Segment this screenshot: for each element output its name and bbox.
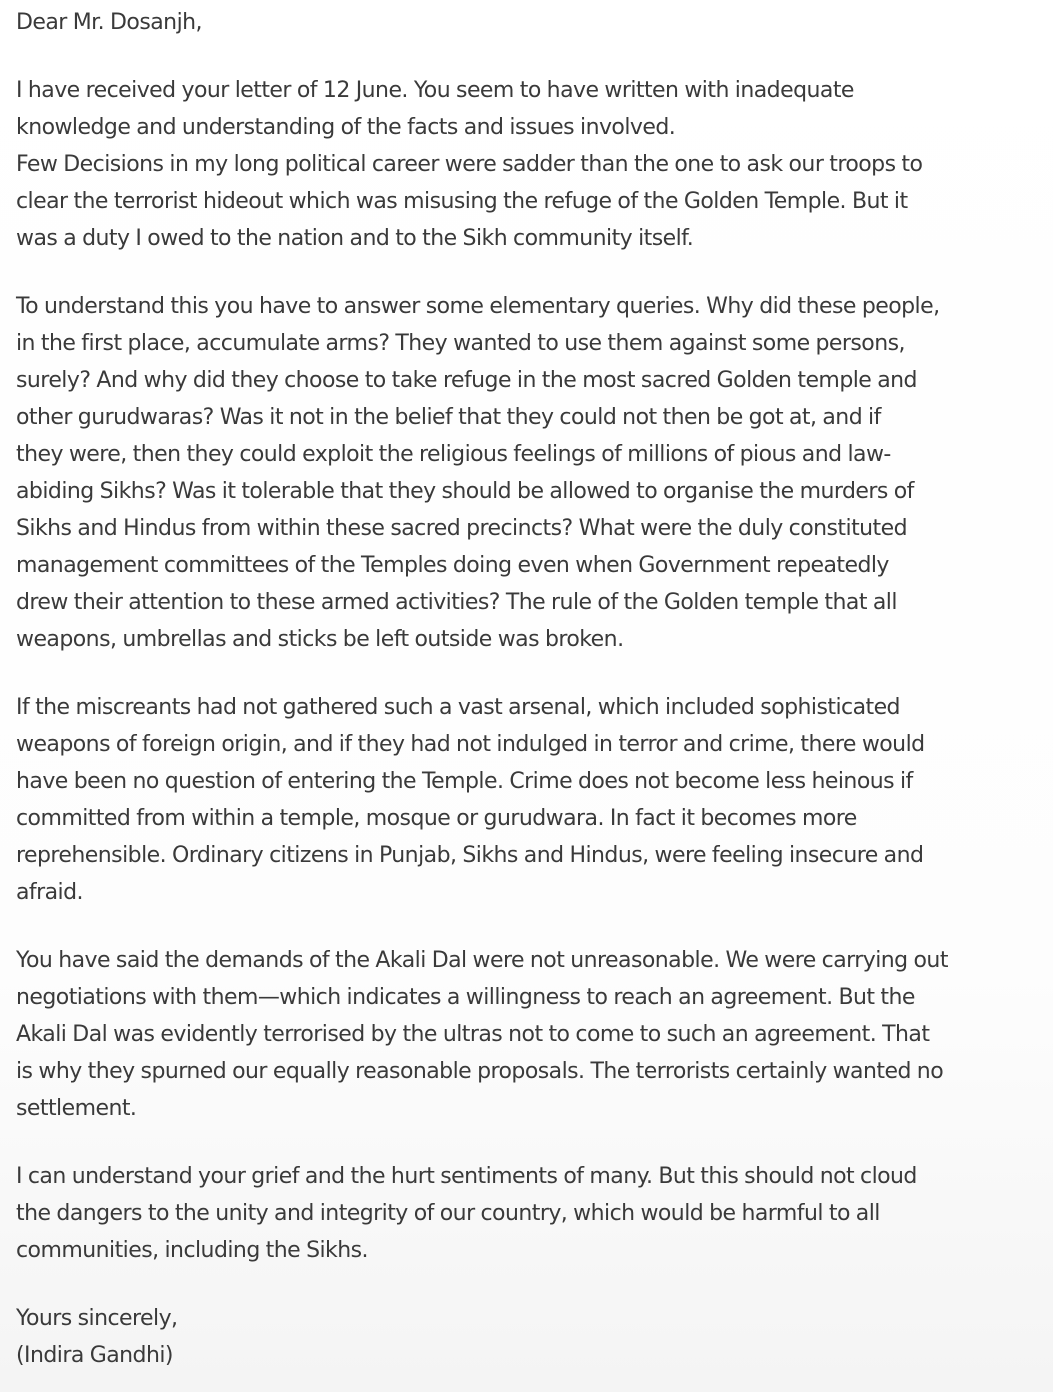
paragraph-line: knowledge and understanding of the facts and issues involved. [16,115,676,140]
paragraph-line: committed from within a temple, mosque or gurudwara. In fact it becomes more [16,806,857,831]
paragraph-line: negotiations with them—which indicates a willingness to reach an agreement. But the [16,985,915,1010]
paragraph-5 [16,1158,1046,1269]
paragraph-line: in the first place, accumulate arms? They wanted to use them against some persons, [16,331,905,356]
paragraph-line: the dangers to the unity and integrity of our country, which would be harmful to all [16,1201,880,1226]
closing: Yours sincerely, [16,1306,178,1331]
paragraph-2 [16,288,1046,658]
paragraph-line: I have received your letter of 12 June. You seem to have written with inadequate [16,78,854,103]
paragraph-line: communities, including the Sikhs. [16,1238,368,1263]
salutation: Dear Mr. Dosanjh, [16,10,202,35]
paragraph-line: I can understand your grief and the hurt sentiments of many. But this should not cloud [16,1164,917,1189]
paragraph-line: reprehensible. Ordinary citizens in Punjab, Sikhs and Hindus, were feeling insecure and [16,843,924,868]
paragraph-1 [16,72,1046,257]
paragraph-line: afraid. [16,880,83,905]
paragraph-gap [16,1269,1046,1300]
paragraph-line: clear the terrorist hideout which was misusing the refuge of the Golden Temple. But it [16,189,908,214]
paragraph-line: Few Decisions in my long political career were sadder than the one to ask our troops to [16,152,923,177]
paragraph-line: they were, then they could exploit the religious feelings of millions of pious and law- [16,442,891,467]
paragraph-gap [16,911,1046,942]
letter-body [16,4,1046,1374]
paragraph-line: To understand this you have to answer some elementary queries. Why did these people, [16,294,940,319]
paragraph-line: Akali Dal was evidently terrorised by the ultras not to come to such an agreement. That [16,1022,930,1047]
paragraph-line: abiding Sikhs? Was it tolerable that they should be allowed to organise the murders of [16,479,914,504]
paragraph-line: was a duty I owed to the nation and to the Sikh community itself. [16,226,694,251]
paragraph-line: drew their attention to these armed activities? The rule of the Golden temple that all [16,590,897,615]
signature: (Indira Gandhi) [16,1343,173,1368]
paragraph-line: If the miscreants had not gathered such a vast arsenal, which included sophisticated [16,695,900,720]
paragraph-gap [16,658,1046,689]
paragraph-line: is why they spurned our equally reasonable proposals. The terrorists certainly wanted no [16,1059,944,1084]
paragraph-gap [16,41,1046,72]
paragraph-4 [16,942,1046,1127]
paragraph-line: You have said the demands of the Akali Dal were not unreasonable. We were carrying out [16,948,948,973]
paragraph-line: surely? And why did they choose to take refuge in the most sacred Golden temple and [16,368,917,393]
paragraph-gap [16,257,1046,288]
paragraph-line: settlement. [16,1096,137,1121]
paragraph-line: Sikhs and Hindus from within these sacred precincts? What were the duly constituted [16,516,908,541]
paragraph-gap [16,1127,1046,1158]
paragraph-line: have been no question of entering the Temple. Crime does not become less heinous if [16,769,913,794]
paragraph-3 [16,689,1046,911]
paragraph-line: weapons of foreign origin, and if they had not indulged in terror and crime, there would [16,732,925,757]
paragraph-line: management committees of the Temples doing even when Government repeatedly [16,553,889,578]
paragraph-line: weapons, umbrellas and sticks be left outside was broken. [16,627,624,652]
paragraph-line: other gurudwaras? Was it not in the belief that they could not then be got at, and if [16,405,881,430]
